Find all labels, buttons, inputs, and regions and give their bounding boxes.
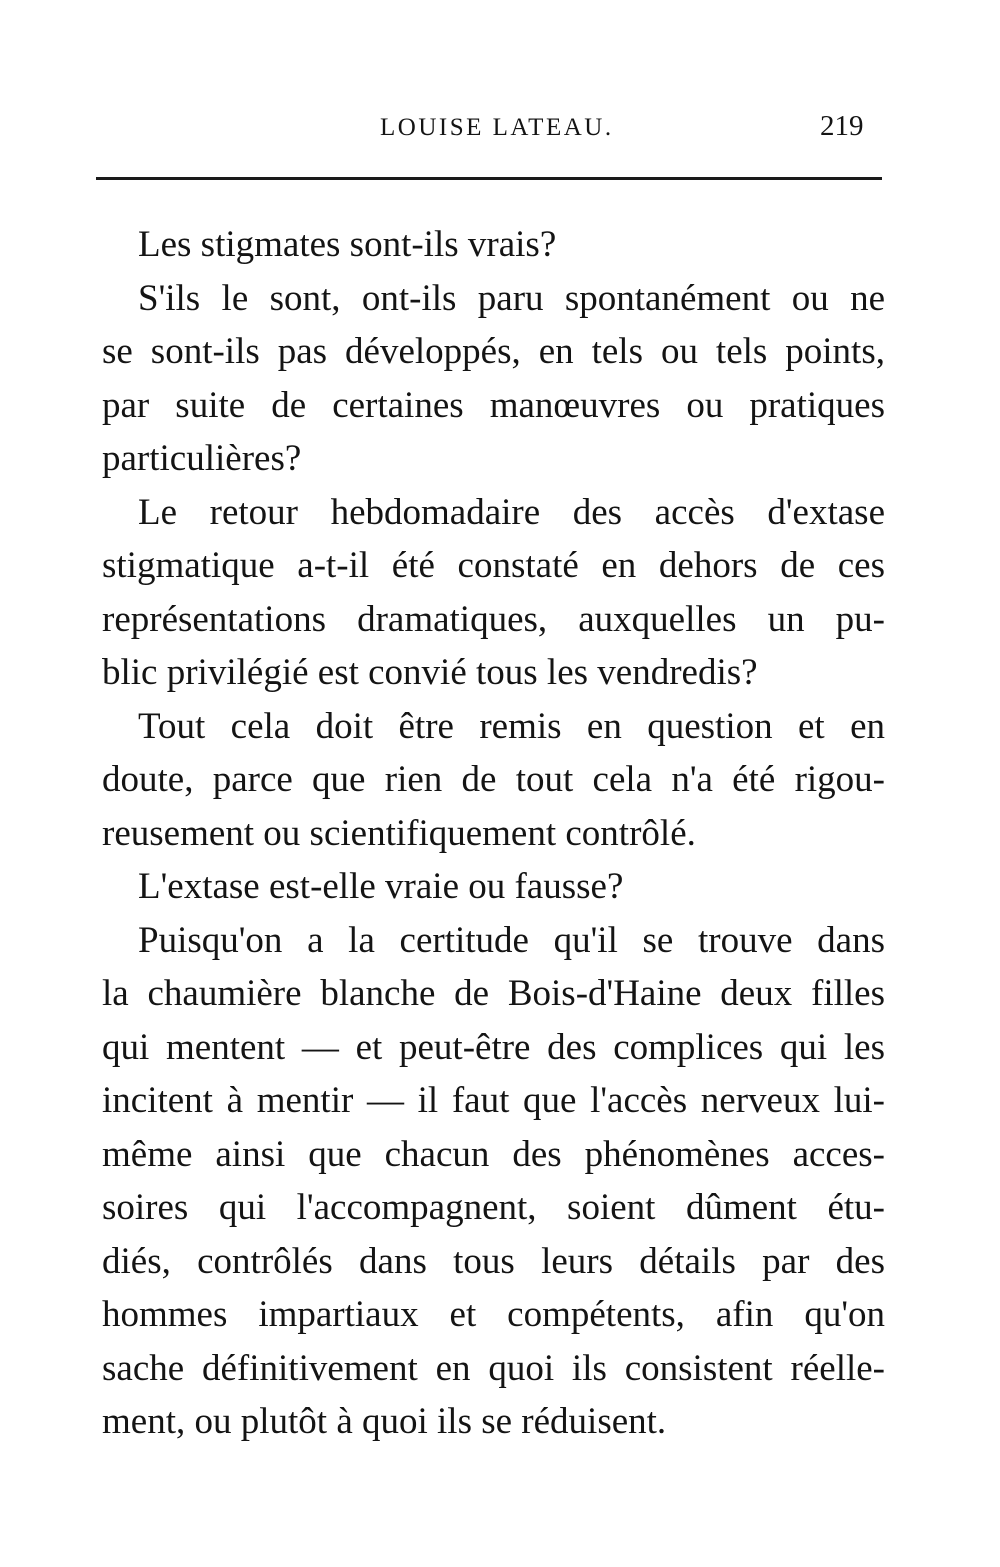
text-line: S'ils le sont, ont-ils paru spontanément ou ne <box>138 277 885 319</box>
text-line: se sont-ils pas développés, en tels ou tels points, <box>102 331 885 372</box>
body-text <box>102 218 885 1449</box>
text-line: par suite de certaines manœuvres ou pratiques <box>102 384 885 426</box>
text-line: Le retour hebdomadaire des accès d'extase <box>138 491 885 533</box>
text-line: qui mentent — et peut-être des complices qui les <box>102 1026 885 1068</box>
text-line: L'extase est-elle vraie ou fausse? <box>138 866 624 907</box>
text-line: même ainsi que chacun des phénomènes acces- <box>102 1133 885 1175</box>
header-rule <box>96 177 882 180</box>
text-line: représentations dramatiques, auxquelles un pu- <box>102 598 885 640</box>
text-line: Tout cela doit être remis en question et en <box>138 705 885 747</box>
text-line: la chaumière blanche de Bois-d'Haine deux filles <box>102 973 885 1014</box>
text-line: Puisqu'on a la certitude qu'il se trouve dans <box>138 919 885 961</box>
text-line: sache définitivement en quoi ils consistent réelle- <box>102 1347 885 1389</box>
running-head <box>0 106 1000 146</box>
text-line: particulières? <box>102 438 302 479</box>
text-line: hommes impartiaux et compétents, afin qu'on <box>102 1294 885 1335</box>
text-line: diés, contrôlés dans tous leurs détails par des <box>102 1240 885 1282</box>
text-line: Les stigmates sont-ils vrais? <box>138 224 557 265</box>
running-title: LOUISE LATEAU. <box>380 114 614 141</box>
text-line: stigmatique a-t-il été constaté en dehors de ces <box>102 545 885 586</box>
text-line: doute, parce que rien de tout cela n'a été rigou- <box>102 759 885 800</box>
text-line: reusement ou scientifiquement contrôlé. <box>102 812 696 854</box>
page-number: 219 <box>820 110 864 142</box>
text-line: ment, ou plutôt à quoi ils se réduisent. <box>102 1401 667 1442</box>
text-line: soires qui l'accompagnent, soient dûment étu- <box>102 1187 885 1228</box>
text-line: blic privilégié est convié tous les vendredis? <box>102 652 758 693</box>
text-line: incitent à mentir — il faut que l'accès nerveux lui- <box>102 1080 885 1121</box>
